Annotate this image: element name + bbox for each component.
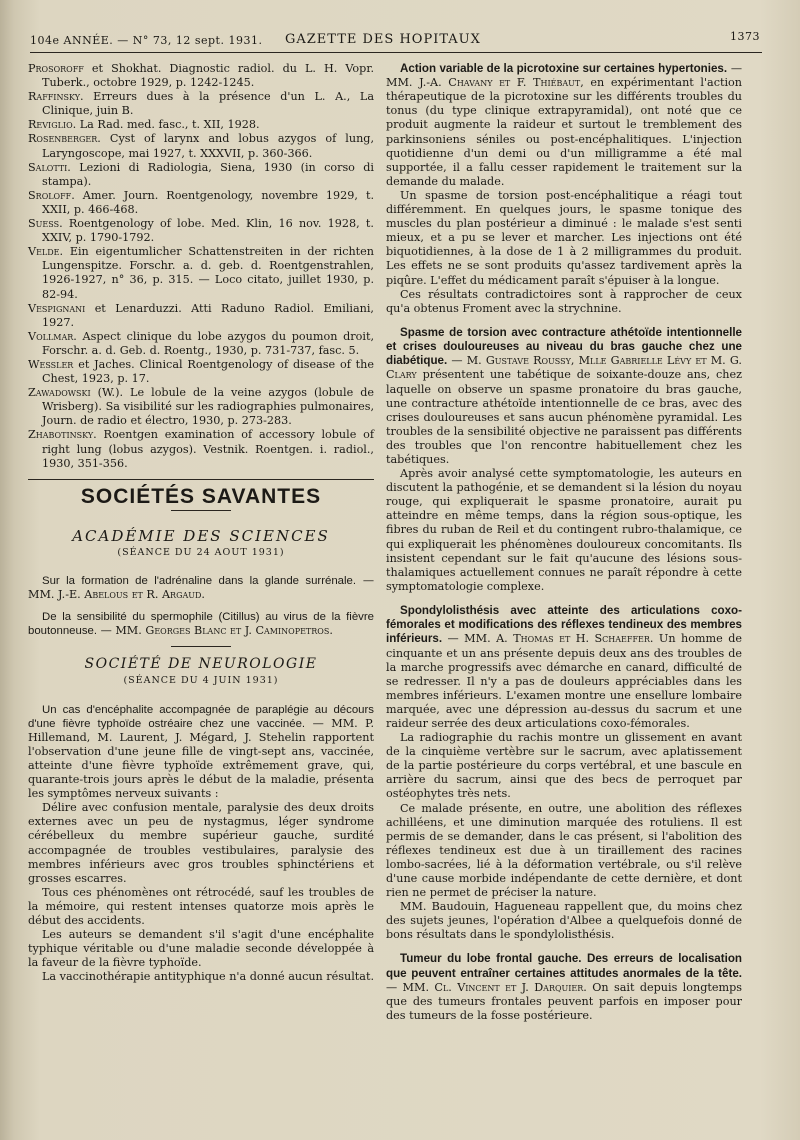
paragraph: Ce malade présente, en outre, une abolition des réflexes achilléens, et une diminution marquée des rotuliens. Il est permis de se demander, dans le cas présent, si l'abolition des réflexes tendineux est due à un tiraillement des racines lombo-sacrées, lié à la déformation vertébrale, ou s'il relève d'une cause morbide indépendante de cette dernière, et dont rien ne permet de préciser la nature. xyxy=(386,801,742,900)
academy-item xyxy=(28,610,374,638)
reference-author: Suess. xyxy=(28,217,63,231)
reference-text: Ein eigentumlicher Schattenstreiten in der richten Lungenspitze. Forschr. a. d. geb. d. Roentgenstrahlen, 1926-1927, n° 36, p. 315. — Loco citato, juillet 1930, p. 82-94. xyxy=(42,245,374,301)
item-title: Un cas d'encéphalite accompagnée de paraplégie au décours d'une fièvre typhoïde ostréaire chez une vaccinée. xyxy=(28,703,374,730)
paragraph: Délire avec confusion mentale, paralysie des deux droits externes avec un peu de nystagmus, léger syndrome cérébelleux du membre supérieur gauche, surdité accompagnée de troubles vestibulaires, paralysie des membres inférieurs avec gros troubles sphinctériens et grosses escarres. xyxy=(28,801,374,885)
paragraph: Après avoir analysé cette symptomatologie, les auteurs en discutent la pathogénie, et se demandent si la lésion du noyau rouge, qui expliquerait le spasme pronatoire, aurait pu atteindre en même temps, dans la région sous-optique, les fibres du ruban de Reil et du contingent rubro-thalamique, ce qui expliquerait les phénomènes douloureux concomitants. Ils insistent cependant sur le fait qu'aucune des lésions sous-thalamiques actuellement connues ne paraît répondre à cette symptomatologie complexe. xyxy=(386,467,742,593)
item-text: On sait depuis longtemps que des tumeurs frontales peuvent parfois en imposer pour des tumeurs de la fosse postérieure. xyxy=(386,980,742,1023)
reference-author: Sroloff. xyxy=(28,188,75,202)
item-title: De la sensibilité du spermophile (Citillus) au virus de la fièvre boutonneuse. xyxy=(28,611,374,638)
paragraph: Un spasme de torsion post-encéphalitique a réagi tout différemment. En quelques jours, le spasme tonique des muscles du plan postérieur a diminué : le malade s'est senti mieux, et a pu se lever et marcher. Les injections ont été biquotidiennes, à la dose de 1 à 2 milligrammes du produit. Les effets ne se sont produits qu'assez tardivement après la piqûre. L'effet du médicament paraît s'épuiser à la longue. xyxy=(386,188,742,287)
reference-entry xyxy=(28,90,374,118)
reference-entry xyxy=(28,217,374,245)
item-text: présentent une tabétique de soixante-douze ans, chez laquelle on observe un spasme pronatoire du bras gauche, une contracture athétoïde intentionnelle de ce bras, avec des crises douloureuses et sans aucun phénomène pyramidal. Les troubles de la sensibilité objective ne paraissent pas différents des troubles que l'on rencontre habituellement chez les tabétiques. xyxy=(386,368,743,466)
bibliography xyxy=(28,62,374,471)
divider xyxy=(171,646,231,647)
reference-author: Prosoroff xyxy=(28,62,84,75)
item-authors: — M. Gustave Roussy, Mlle Gabrielle Lévy et M. G. Clary xyxy=(386,354,742,382)
communication xyxy=(386,952,742,1023)
reference-text: Amer. Journ. Roentgenology, novembre 1929, t. XXII, p. 466-468. xyxy=(42,188,374,216)
reference-text: et Shokhat. Diagnostic radiol. du L. H. Vopr. Tuberk., octobre 1929, p. 1242-1245. xyxy=(42,62,374,90)
reference-text: (W.). Le lobule de la veine azygos (lobule de Wrisberg). Sa visibilité sur les radiographies pulmonaires, Journ. de radio et électro, 1930, p. 273-283. xyxy=(42,386,374,428)
reference-entry xyxy=(28,62,374,90)
reference-text: Roentgen examination of accessory lobule of right lung (lobus azygos). Vestnik. Roentgen. i. radiol., 1930, 351-356. xyxy=(42,428,375,470)
page-number: 1373 xyxy=(730,30,760,43)
paragraph: La radiographie du rachis montre un glissement en avant de la cinquième vertèbre sur le sacrum, avec aplatissement de la partie postérieure du corps vertébral, et une bascule en arrière du sacrum, ainsi que des becs de perroquet par ostéophytes très nets. xyxy=(386,731,742,801)
reference-author: Vollmar. xyxy=(28,329,77,343)
reference-text: et Lenarduzzi. Atti Raduno Radiol. Emiliani, 1927. xyxy=(42,301,374,329)
paragraph: MM. Baudouin, Hagueneau rappellent que, du moins chez des sujets jeunes, l'opération d'Albee a quelquefois donné de bons résultats dans le spondylolisthésis. xyxy=(386,900,742,942)
item-text: en expérimentant l'action thérapeutique de la picrotoxine sur les différents troubles du tonus (du type clinique extrapyramidal), ont noté que ce produit augmente la raideur et surtout le tremblement des parkinsoniens séniles ou post-encéphalitiques. L'injection quotidienne d'un demi ou d'un milligramme a été mal supportée, il a fallu cesser rapidement le traitement sur la demande du malade. xyxy=(386,76,742,188)
reference-entry xyxy=(28,189,374,217)
section-divider xyxy=(28,479,374,480)
paragraph: Tous ces phénomènes ont rétrocédé, sauf les troubles de la mémoire, qui restent intenses quatorze mois après le début des accidents. xyxy=(28,885,374,927)
paragraph: Ces résultats contradictoires sont à rapprocher de ceux qu'a obtenus Froment avec la strychnine. xyxy=(386,287,742,315)
issue-info: 104e ANNÉE. — N° 73, 12 sept. 1931. xyxy=(30,34,263,47)
item-title: Spasme de torsion avec contracture athétoïde intentionnelle et crises douloureuses au niveau du bras gauche chez une diabétique. xyxy=(386,325,742,368)
reference-text: et Jaches. Clinical Roentgenology of disease of the Chest, 1923, p. 17. xyxy=(42,357,374,386)
title-divider xyxy=(171,510,231,511)
academy-seance: (SÉANCE DU 24 AOUT 1931) xyxy=(117,546,285,558)
section-title: SOCIÉTÉS SAVANTES xyxy=(80,484,322,508)
reference-text: Aspect clinique du lobe azygos du poumon droit, Forschr. a. d. Geb. d. Roentg., 1930, p. 731-737, fasc. 5. xyxy=(42,329,374,357)
reference-entry xyxy=(28,302,374,330)
right-column xyxy=(386,62,742,1033)
left-column xyxy=(28,62,374,992)
communication xyxy=(386,604,742,943)
reference-entry xyxy=(28,161,374,189)
item-title: Tumeur du lobe frontal gauche. Des erreurs de localisation que peuvent entraîner certaines attitudes anormales de la tête. xyxy=(386,952,742,980)
item-text: — MM. P. Hillemand, M. Laurent, J. Mégard, J. Stehelin rapportent l'observation d'une jeune fille de vingt-sept ans, vaccinée, atteinte d'une fièvre typhoïde extrêmement grave, qui, quarante-trois jours après le début de la maladie, présenta les symptômes nerveux suivants : xyxy=(28,716,374,801)
reference-author: Vespignani xyxy=(28,301,86,315)
reference-author: Wessler xyxy=(28,357,74,371)
item-authors: — MM. A. Thomas et H. Schaeffer. xyxy=(447,632,654,646)
reference-author: Rosenberger. xyxy=(28,132,101,146)
item-text: Un homme de cinquante et un ans présente depuis deux ans des troubles de la marche progressifs avec démarche en canard, difficulté de se redresser. Il n'y a pas de douleurs appréciables dans les membres inférieurs. L'examen montre une ensellure lombaire marquée, avec une dépression au-dessus du sacrum et une raideur serrée des deux articulations coxo-fémorales. xyxy=(386,632,743,730)
reference-entry xyxy=(28,245,374,301)
header-rule xyxy=(30,52,762,53)
reference-author: Velde. xyxy=(28,245,64,259)
reference-entry xyxy=(28,330,374,358)
paragraph: La vaccinothérapie antityphique n'a donné aucun résultat. xyxy=(42,970,375,984)
item-title: Sur la formation de l'adrénaline dans la glande surrénale. xyxy=(42,575,357,587)
neurology-heading: SOCIÉTÉ DE NEUROLOGIE xyxy=(84,656,318,673)
reference-text: Lezioni di Radiologia, Siena, 1930 (in corso di stampa). xyxy=(42,160,374,188)
item-authors: — MM. Georges Blanc et J. Caminopetros. xyxy=(100,624,333,638)
reference-text: Roentgenology of lobe. Med. Klin, 16 nov. 1928, t. XXIV, p. 1790-1792. xyxy=(42,217,374,245)
reference-author: Raffinsky. xyxy=(28,90,84,104)
item-title: Action variable de la picrotoxine sur certaines hypertonies. xyxy=(400,62,728,75)
communication xyxy=(386,326,742,594)
neurology-seance: (SÉANCE DU 4 JUIN 1931) xyxy=(123,675,279,687)
page-header xyxy=(30,30,760,50)
reference-entry xyxy=(28,118,374,132)
reference-author: Zhabotinsky. xyxy=(28,428,97,442)
reference-author: Zawadowski xyxy=(28,386,91,400)
reference-entry xyxy=(28,386,374,428)
paragraph: Les auteurs se demandent s'il s'agit d'une encéphalite typhique véritable ou d'une maladie seconde développée à la faveur de la fièvre typhoïde. xyxy=(28,928,374,970)
item-authors: — MM. J.-E. Abelous et R. Argaud. xyxy=(28,574,374,602)
reference-text: Erreurs dues à la présence d'un L. A., La Clinique, juin B. xyxy=(42,90,374,118)
academy-item xyxy=(28,574,374,602)
reference-entry xyxy=(28,428,374,470)
reference-entry xyxy=(28,358,374,386)
reference-text: La Rad. med. fasc., t. XII, 1928. xyxy=(79,118,260,132)
reference-text: Cyst of larynx and lobus azygos of lung, Laryngoscope, mai 1927, t. XXXVII, p. 360-366. xyxy=(42,132,374,160)
neurology-item xyxy=(28,703,374,985)
communication xyxy=(386,62,742,316)
reference-author: Reviglio. xyxy=(28,118,77,132)
journal-title: GAZETTE DES HOPITAUX xyxy=(285,32,481,47)
item-title: Spondylolisthésis avec atteinte des articulations coxo-fémorales et modifications des réflexes tendineux des membres inférieurs. xyxy=(386,603,742,646)
academy-heading: ACADÉMIE DES SCIENCES xyxy=(72,526,330,545)
reference-author: Salotti. xyxy=(28,160,71,174)
item-authors: — MM. J.-A. Chavany et F. Thiébaut, xyxy=(386,62,742,90)
reference-entry xyxy=(28,132,374,160)
item-authors: — MM. Cl. Vincent et J. Darquier. xyxy=(386,980,587,994)
